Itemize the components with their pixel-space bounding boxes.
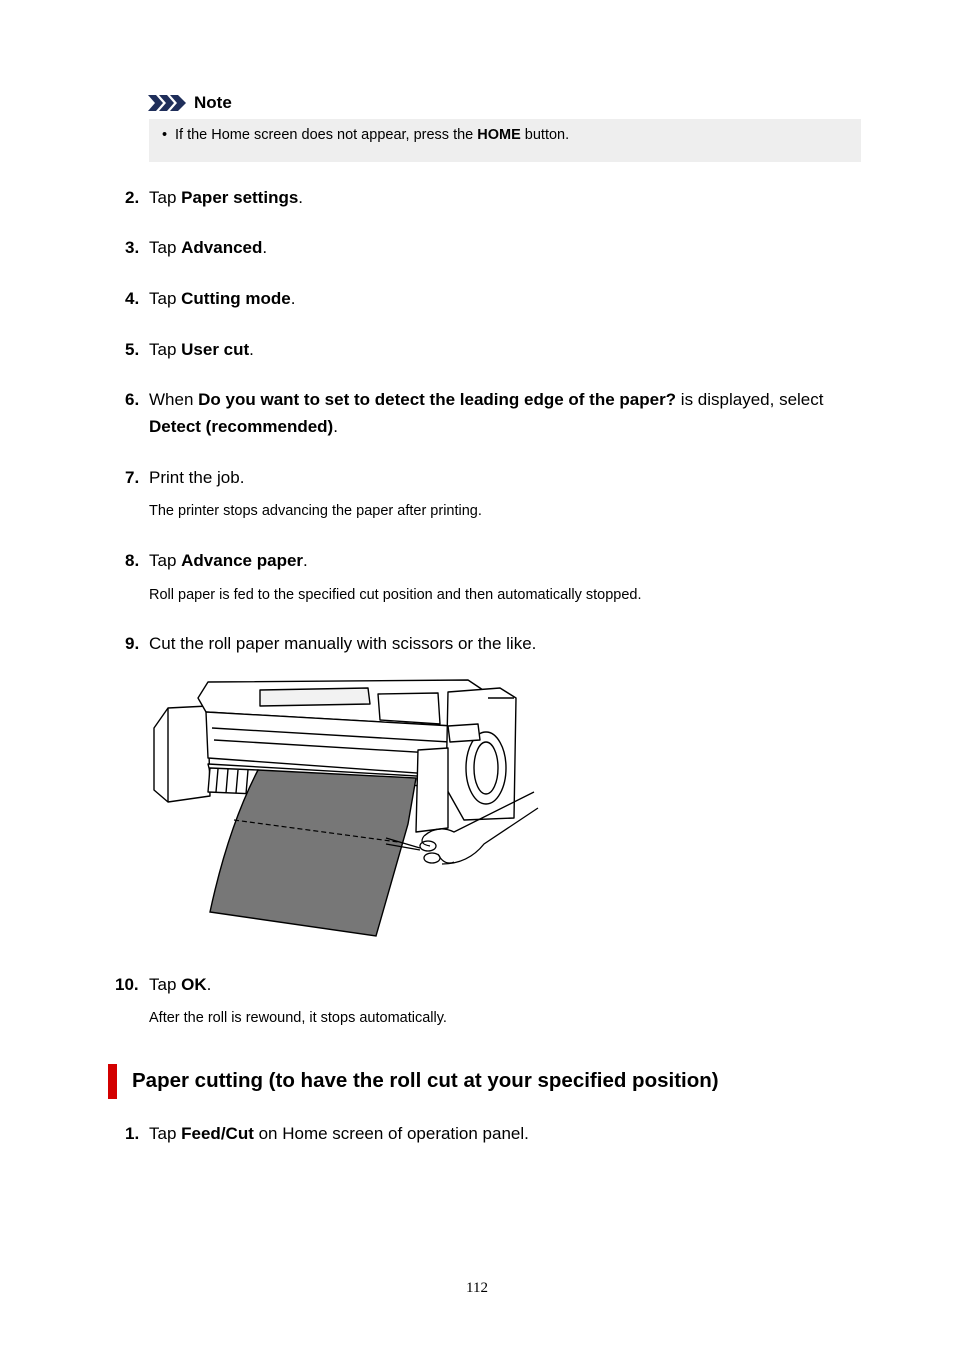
printer-illustration-icon [148, 668, 552, 940]
step-keyword: Detect (recommended) [149, 417, 334, 436]
step-number: 2. [125, 188, 140, 207]
step-number: 5. [125, 340, 140, 359]
note-title: Note [194, 93, 232, 112]
step-7: 7. Print the job. [149, 464, 244, 491]
bullet-dot: • [162, 127, 168, 143]
step-keyword: User cut [181, 340, 250, 359]
step-9: 9. Cut the roll paper manually with scissors or the like. [149, 630, 536, 657]
step-keyword: Advanced [181, 238, 263, 257]
section-step-1: 1. Tap Feed/Cut on Home screen of operation panel. [149, 1120, 529, 1147]
step-number: 10. [115, 975, 139, 994]
step-number: 7. [125, 468, 140, 487]
home-button-label: HOME [477, 127, 521, 143]
step-10: 10. Tap OK. [149, 971, 211, 998]
printer-cutting-illustration [148, 668, 552, 940]
note-chevrons-icon [148, 94, 188, 112]
step-number: 1. [125, 1124, 140, 1143]
step-2: 2. Tap Paper settings. [149, 184, 303, 211]
step-8: 8. Tap Advance paper. [149, 547, 308, 574]
step-number: 4. [125, 289, 140, 308]
step-4: 4. Tap Cutting mode. [149, 285, 295, 312]
heading-accent-bar [108, 1064, 117, 1099]
step-8-detail: Roll paper is fed to the specified cut position and then automatically stopped. [149, 587, 642, 603]
step-7-detail: The printer stops advancing the paper after printing. [149, 503, 482, 519]
note-bullet: • If the Home screen does not appear, press the HOME button. [162, 127, 570, 143]
note-box [149, 119, 861, 162]
step-6: 6. When Do you want to set to detect the leading edge of the paper? is displayed, select Detect (recommended). [149, 386, 861, 440]
step-keyword: OK [181, 975, 207, 994]
step-number: 9. [125, 634, 140, 653]
note-header [148, 92, 232, 114]
step-5: 5. Tap User cut. [149, 336, 254, 363]
step-keyword: Advance paper [181, 551, 304, 570]
step-number: 6. [125, 390, 140, 409]
step-number: 8. [125, 551, 140, 570]
step-3: 3. Tap Advanced. [149, 234, 267, 261]
step-keyword: Paper settings [181, 188, 299, 207]
step-keyword: Feed/Cut [181, 1124, 254, 1143]
page-number: 112 [466, 1280, 488, 1296]
step-10-detail: After the roll is rewound, it stops automatically. [149, 1010, 447, 1026]
step-keyword: Do you want to set to detect the leading edge of the paper? [198, 390, 677, 409]
section-title: Paper cutting (to have the roll cut at your specified position) [132, 1069, 719, 1092]
step-keyword: Cutting mode [181, 289, 291, 308]
step-number: 3. [125, 238, 140, 257]
